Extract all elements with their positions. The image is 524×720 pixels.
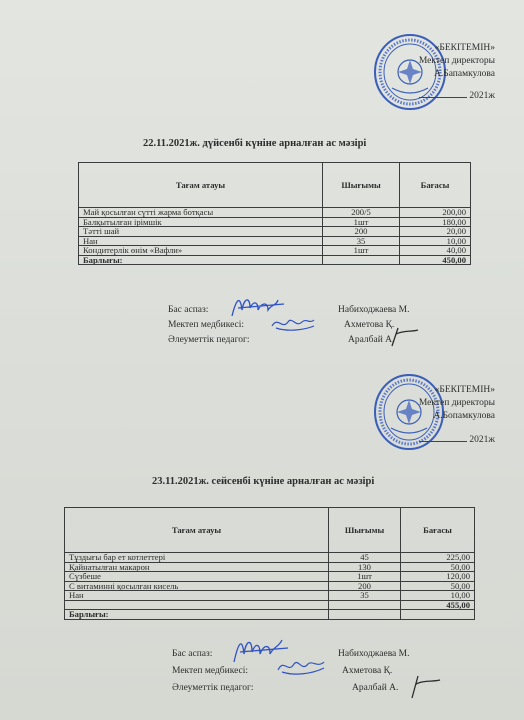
menu-table-2 <box>64 507 475 620</box>
dish-yield: 200 <box>329 581 401 591</box>
total-row <box>65 610 475 620</box>
header-yield: Шығымы <box>323 163 400 208</box>
header-dish: Тағам атауы <box>79 163 323 208</box>
table-row <box>79 217 471 227</box>
dish-name: Нан <box>79 236 323 246</box>
nurse-signature-2 <box>274 654 330 678</box>
director-name: А.Бапамкулова <box>434 69 495 79</box>
social-label: Әлеуметтік педагог: <box>168 335 250 345</box>
dish-yield: 1шт <box>329 572 401 582</box>
dish-yield: 200/5 <box>323 208 400 218</box>
nurse-name: Ахметова Қ. <box>344 320 395 330</box>
dish-name: Кондитерлік өнім «Вафли» <box>79 246 323 256</box>
table-row <box>65 572 475 582</box>
dish-yield: 1шт <box>323 246 400 256</box>
total-label: Барлығы: <box>79 255 323 265</box>
header-yield: Шығымы <box>329 508 401 553</box>
header-dish: Тағам атауы <box>65 508 329 553</box>
total-value-empty <box>401 610 475 620</box>
approval-year: 2021ж <box>469 91 495 101</box>
nurse-signature-1 <box>268 312 318 334</box>
dish-price: 200,00 <box>400 208 471 218</box>
dish-name: Тұздығы бар ет котлеттері <box>65 553 329 563</box>
dish-price: 120,00 <box>401 572 475 582</box>
dish-yield: 35 <box>329 591 401 601</box>
nurse-label: Мектеп медбикесі: <box>168 320 245 330</box>
dish-yield <box>329 600 401 610</box>
total-value: 455,00 <box>401 600 475 610</box>
cook-label: Бас аспаз: <box>168 305 209 315</box>
social-label: Әлеуметтік педагог: <box>172 683 254 693</box>
director-name: А.Бопамкулова <box>433 411 495 421</box>
table-row <box>65 553 475 563</box>
cook-name: Набиходжаева М. <box>338 305 410 315</box>
table-row <box>65 562 475 572</box>
table-row <box>79 236 471 246</box>
header-price: Бағасы <box>400 163 471 208</box>
dish-name: Тәтті шай <box>79 227 323 237</box>
approval-block-2 <box>395 384 495 447</box>
cook-label: Бас аспаз: <box>172 649 213 659</box>
dish-yield: 1шт <box>323 217 400 227</box>
menu-table-1 <box>78 162 471 265</box>
dish-name: Сүзбеше <box>65 572 329 582</box>
header-price: Бағасы <box>401 508 475 553</box>
nurse-label: Мектеп медбикесі: <box>172 666 249 676</box>
director-title: Мектеп директоры <box>418 398 495 408</box>
dish-price: 50,00 <box>401 562 475 572</box>
dish-price: 10,00 <box>400 236 471 246</box>
social-name: Аралбай А. <box>348 335 395 345</box>
table-header-row <box>79 163 471 208</box>
menu-title-2: 23.11.2021ж. сейсенбі күніне арналған ас мәзірі <box>152 476 375 487</box>
total-row <box>79 255 471 265</box>
total-value: 450,00 <box>400 255 471 265</box>
social-signature-2 <box>408 674 444 700</box>
total-label: Барлығы: <box>65 610 329 620</box>
table-row <box>79 246 471 256</box>
dish-yield: 45 <box>329 553 401 563</box>
approval-heading: «БЕКІТЕМІН» <box>434 43 495 53</box>
nurse-name: Ахметова Қ. <box>342 666 393 676</box>
dish-name: Балқытылған ірімшік <box>79 217 323 227</box>
table-header-row <box>65 508 475 553</box>
approval-block-1 <box>395 42 495 103</box>
social-name: Аралбай А. <box>352 683 399 693</box>
dish-name: Нан <box>65 591 329 601</box>
table-row <box>79 227 471 237</box>
dish-price: 180,00 <box>400 217 471 227</box>
dish-price: 40,00 <box>400 246 471 256</box>
dish-yield: 200 <box>323 227 400 237</box>
approval-year: 2021ж <box>469 435 495 445</box>
dish-price: 20,00 <box>400 227 471 237</box>
approval-heading: «БЕКІТЕМІН» <box>434 385 495 395</box>
dish-name: Май қосылған сүтті жарма ботқасы <box>79 208 323 218</box>
table-row <box>65 581 475 591</box>
menu-title-1: 22.11.2021ж. дүйсенбі күніне арналған ас мәзірі <box>143 138 367 149</box>
dish-name: С витаминні қосылған кисель <box>65 581 329 591</box>
dish-price: 50,00 <box>401 581 475 591</box>
table-row <box>65 600 475 610</box>
dish-name: Қайнатылған макарон <box>65 562 329 572</box>
social-signature-1 <box>388 326 424 348</box>
director-title: Мектеп директоры <box>418 56 495 66</box>
dish-yield: 130 <box>329 562 401 572</box>
dish-name <box>65 600 329 610</box>
table-row <box>65 591 475 601</box>
cook-name: Набиходжаева М. <box>338 649 410 659</box>
dish-price: 225,00 <box>401 553 475 563</box>
dish-yield: 35 <box>323 236 400 246</box>
table-row <box>79 208 471 218</box>
dish-price: 10,00 <box>401 591 475 601</box>
